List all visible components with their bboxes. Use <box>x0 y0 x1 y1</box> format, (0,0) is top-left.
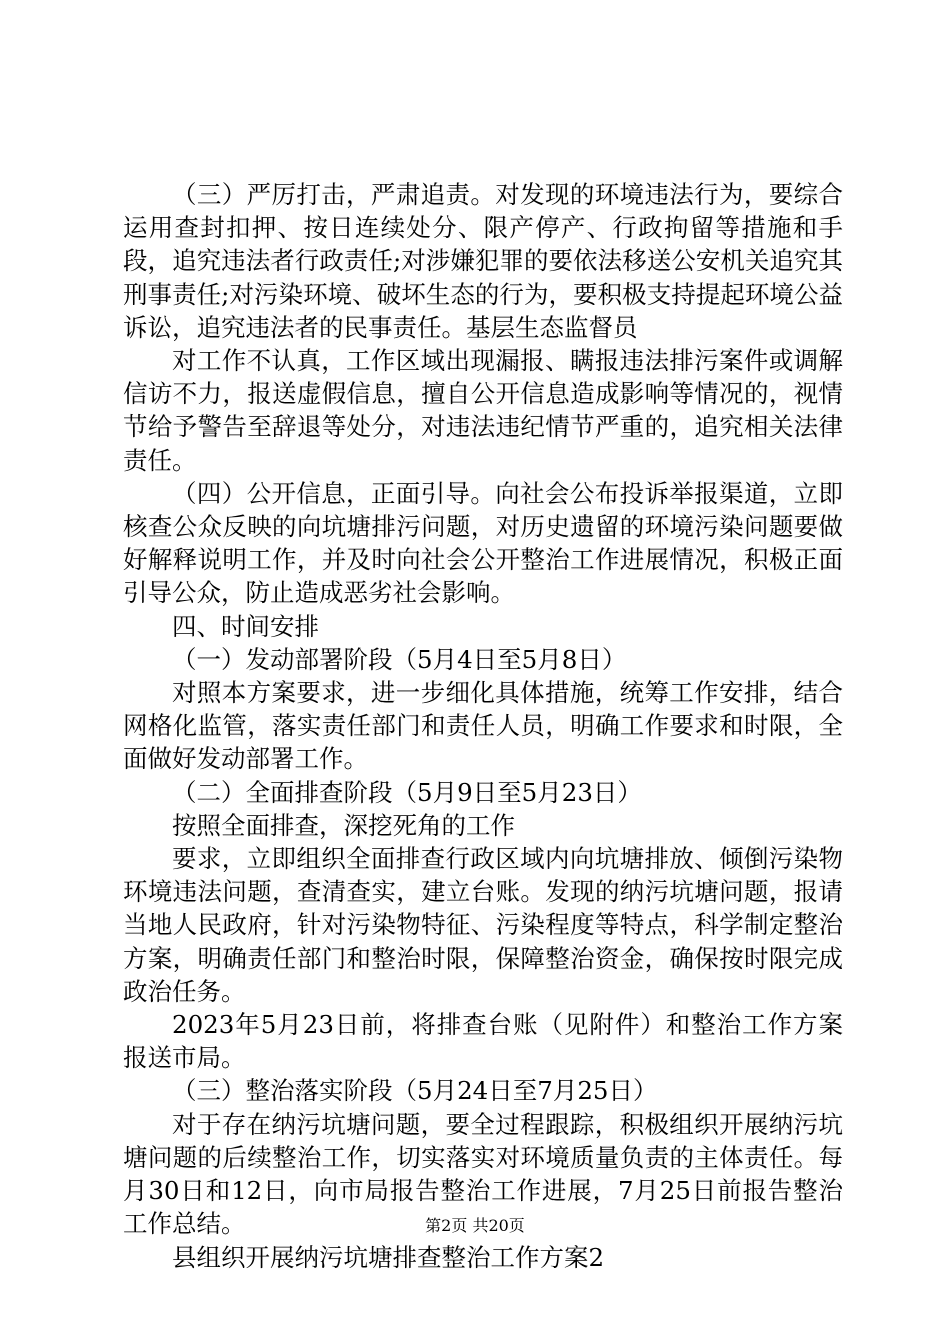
page-number: 第2页 共20页 <box>425 1216 525 1235</box>
next-document-title: 县组织开展纳污坑塘排查整治工作方案2 <box>172 1242 605 1272</box>
paragraph-phase-1: 对照本方案要求，进一步细化具体措施，统筹工作安排，结合网格化监管，落实责任部门和责任人员，明确工作要求和时限，全面做好发动部署工作。 <box>123 678 843 774</box>
subheading-phase-2: （二）全面排查阶段（5月9日至5月23日） <box>172 777 642 807</box>
section-heading-time-schedule: 四、时间安排 <box>172 611 319 641</box>
paragraph-3: （四）公开信息，正面引导。向社会公布投诉举报渠道，立即核查公众反映的向坑塘排污问题，对历史遗留的环境污染问题要做好解释说明工作，并及时向社会公开整治工作进展情况，积极正面引导公众，防止造成恶劣社会影响。 <box>123 478 843 608</box>
paragraph-deadline: 2023年5月23日前，将排查台账（见附件）和整治工作方案报送市局。 <box>123 1010 843 1073</box>
paragraph-1: （三）严厉打击，严肃追责。对发现的环境违法行为，要综合运用查封扣押、按日连续处分、限产停产、行政拘留等措施和手段，追究违法者行政责任;对涉嫌犯罪的要依法移送公安机关追究其刑事责任;对污染环境、破坏生态的行为，要积极支持提起环境公益诉讼，追究违法者的民事责任。基层生态监督员 <box>123 180 843 342</box>
paragraph-phase-3: 对于存在纳污坑塘问题，要全过程跟踪，积极组织开展纳污坑塘问题的后续整治工作，切实落实对环境质量负责的主体责任。每月30日和12日，向市局报告整治工作进展，7月25日前报告整治工作总结。 <box>123 1109 843 1239</box>
subheading-phase-1: （一）发动部署阶段（5月4日至5月8日） <box>172 644 627 674</box>
subheading-phase-3: （三）整治落实阶段（5月24日至7月25日） <box>172 1076 658 1106</box>
paragraph-phase-2-b: 要求，立即组织全面排查行政区域内向坑塘排放、倾倒污染物环境违法问题，查清查实，建立台账。发现的纳污坑塘问题，报请当地人民政府，针对污染物特征、污染程度等特点，科学制定整治方案，明确责任部门和整治时限，保障整治资金，确保按时限完成政治任务。 <box>123 844 843 1006</box>
paragraph-2: 对工作不认真，工作区域出现漏报、瞒报违法排污案件或调解信访不力，报送虚假信息，擅自公开信息造成影响等情况的，视情节给予警告至辞退等处分，对违法违纪情节严重的，追究相关法律责任。 <box>123 346 843 475</box>
page-footer <box>0 1216 950 1236</box>
paragraph-phase-2-a: 按照全面排查，深挖死角的工作 <box>172 810 515 840</box>
document-body <box>123 178 843 1274</box>
